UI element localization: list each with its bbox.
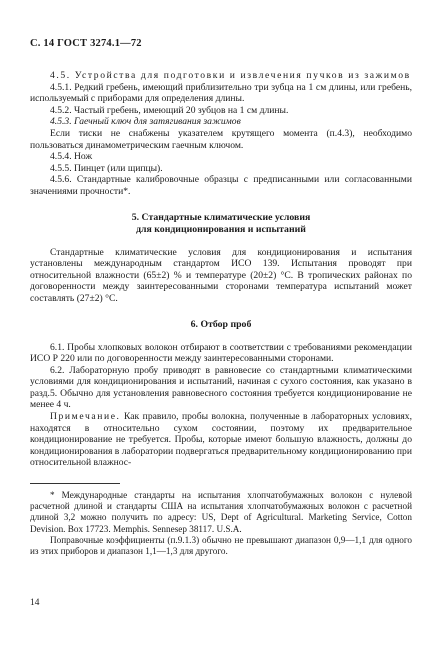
note-label: Примечание. [50, 411, 121, 423]
page-header: С. 14 ГОСТ 3274.1—72 [30, 38, 142, 49]
section-4-5-title: 4.5. Устройства для подготовки и извлечения пучков из зажимов [50, 70, 411, 81]
footnote-2: Поправочные коэффициенты (п.9.1.3) обычно не превышают диапазон 0,9—1,1 для одного из этих приборов и диапазон 1,1—1,3 для другого. [30, 534, 412, 557]
section-5-title-line2: для кондиционирования и испытаний [136, 223, 306, 235]
paragraph-4-5-1: 4.5.1. Редкий гребень, имеющий приблизительно три зубца на 1 см длины, или гребень, используемый с приборами для определения длины. [30, 81, 412, 105]
paragraph-4-5-3-note: Если тиски не снабжены указателем крутящего момента (п.4.3), необходимо пользоваться динамометрическим гаечным ключом. [30, 127, 412, 151]
document-body [30, 70, 412, 557]
paragraph-4-5-4: 4.5.4. Нож [50, 151, 93, 163]
footnote-1: * Международные стандарты на испытания хлопчатобумажных волокон с нулевой расчетной длиной и стандарты США на испытания хлопчатобумажных волокон с расчетной длиной 3,2 можно получить по адресу: US, Dept of Agricultural. Marketing Service, Cotton Devision. Box 17723. Memphis. Sennesep 38117. U.S.A. [30, 490, 412, 534]
page-number: 14 [30, 598, 40, 608]
paragraph-4-5-2: 4.5.2. Частый гребень, имеющий 20 зубцов на 1 см длины. [50, 104, 289, 116]
paragraph-4-5-3: 4.5.3. Гаечный ключ для затягивания зажимов [50, 116, 241, 128]
note-text: Как правило, пробы волокна, полученные в лабораторных условиях, находятся в относительно сухом состоянии, поэтому их предварительное кондиционирование не требуется. Пробы, которые имеют большую влажность, должны до кондиционирования в лаборатории подвергаться предварительному кондиционированию при относительной влажнос- [30, 411, 412, 469]
paragraph-6-1: 6.1. Пробы хлопковых волокон отбирают в соответствии с требованиями рекомендации ИСО Р 220 или по договоренности между заинтересованными сторонами. [30, 341, 412, 365]
paragraph-4-5-6: 4.5.6. Стандартные калибровочные образцы с предписанными или согласованными значениями прочности*. [30, 174, 412, 197]
section-5-text: Стандартные климатические условия для кондиционирования и испытания установлены международным стандартом ИСО 139. Испытания проводят при относительной влажности (65±2) % и температуре (20±2) °С. В тропических районах по договоренности между заинтересованными сторонами температура испытаний может составлять (27±2) °С. [30, 246, 412, 304]
section-6-title: 6. Отбор проб [190, 318, 252, 330]
section-5-title-line1: 5. Стандартные климатические условия [131, 211, 311, 223]
note-paragraph [30, 411, 412, 469]
paragraph-6-2: 6.2. Лабораторную пробу приводят в равновесие со стандартными климатическими условиями для кондиционирования и испытаний, начиная с сухого состояния, как указано в разд.5. Обычно для установления равновесного состояния требуется кондиционирование не менее 4 ч. [30, 364, 412, 411]
paragraph-4-5-5: 4.5.5. Пинцет (или щипцы). [50, 162, 163, 174]
